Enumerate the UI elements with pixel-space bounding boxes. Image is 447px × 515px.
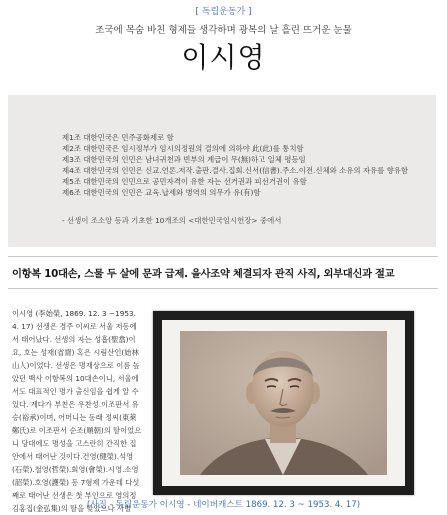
article-subtitle: 조국에 목숨 바친 형제들 생각하며 광복의 날 흘린 뜨거운 눈물: [95, 25, 352, 36]
constitution-box: [8, 95, 436, 247]
divider: [8, 288, 438, 289]
constitution-source-note: - 선생이 조소앙 등과 기초한 10개조의 <대한민국임시헌장> 중에서: [62, 216, 282, 225]
constitution-article: 제3조 대한민국의 인민은 남녀귀천과 빈부의 계급이 무(無)하고 일체 평등임: [62, 155, 306, 164]
page-title: 이시영: [181, 41, 266, 74]
photo-caption: (사진 - 독립운동가 이시영 - 네이버캐스트 1869. 12. 3 ~ 1953. 4. 17): [86, 500, 361, 510]
portrait-mat: [162, 320, 405, 486]
constitution-article: 제2조 대한민국은 임시정부가 임시의정원의 결의에 의하야 此(此)를 통치함: [62, 144, 304, 153]
section-headline: 이항복 10대손, 스물 두 살에 문과 급제. 을사조약 체결되자 관직 사직, 외부대신과 절교: [12, 268, 395, 280]
divider: [8, 256, 438, 257]
portrait-photo: [180, 331, 387, 475]
constitution-article: 제5조 대한민국의 인민으로 공민자격이 유한 자는 선거권과 피선거권이 유함: [62, 177, 307, 186]
constitution-article: 제4조 대한민국의 인민은 신교.언론.저작.출판.결사.집회.신서(信書).주소.이전.신체와 소유의 자유를 향유함: [62, 166, 409, 175]
constitution-article: 제1조 대한민국은 민주공화제로 함: [62, 133, 174, 142]
article-body: 이시영 (李始榮, 1869. 12. 3 ~1953. 4. 17) 선생은 경주 이씨로 서울 저동에서 태어났다. 선생의 자는 성흡(聖翕)이요, 호는 성재(省齋) 혹은 시림산인(始林山人)이었다. 선생은 명재상으로 이름 높았던 백사 이항복의 10대손이니, 서울에서도 대표적인 명가 출신임을 쉽게 알 수 있다. 계다가 부친은 우찬성.이조판서 유승(裕承)이며, 어머니는 동래 정씨(東萊鄭氏)로 이조판서 순조(順朝)의 딸이었으니 당대에도 명성을 고스란히 간직한 집안에서 태어난 것이다.건영(健榮).석영(石榮).철영(哲榮).회영(會榮).시영.소영(韶榮).호영(護榮) 등 7형제 가운데 다섯 째로 태어난 선생은 첫 부인으로 영의정 김홍집(金弘集)의 딸을 맞았으나 사별: [12, 309, 142, 513]
category-tag[interactable]: [ 독립운동가 ]: [195, 7, 252, 17]
portrait-image: [180, 331, 387, 475]
constitution-article-list: [62, 132, 408, 198]
portrait-frame: [153, 311, 414, 495]
constitution-article: 제6조 대한민국의 인민은 교육.납세와 병역의 의무가 유(有)함: [62, 188, 261, 197]
